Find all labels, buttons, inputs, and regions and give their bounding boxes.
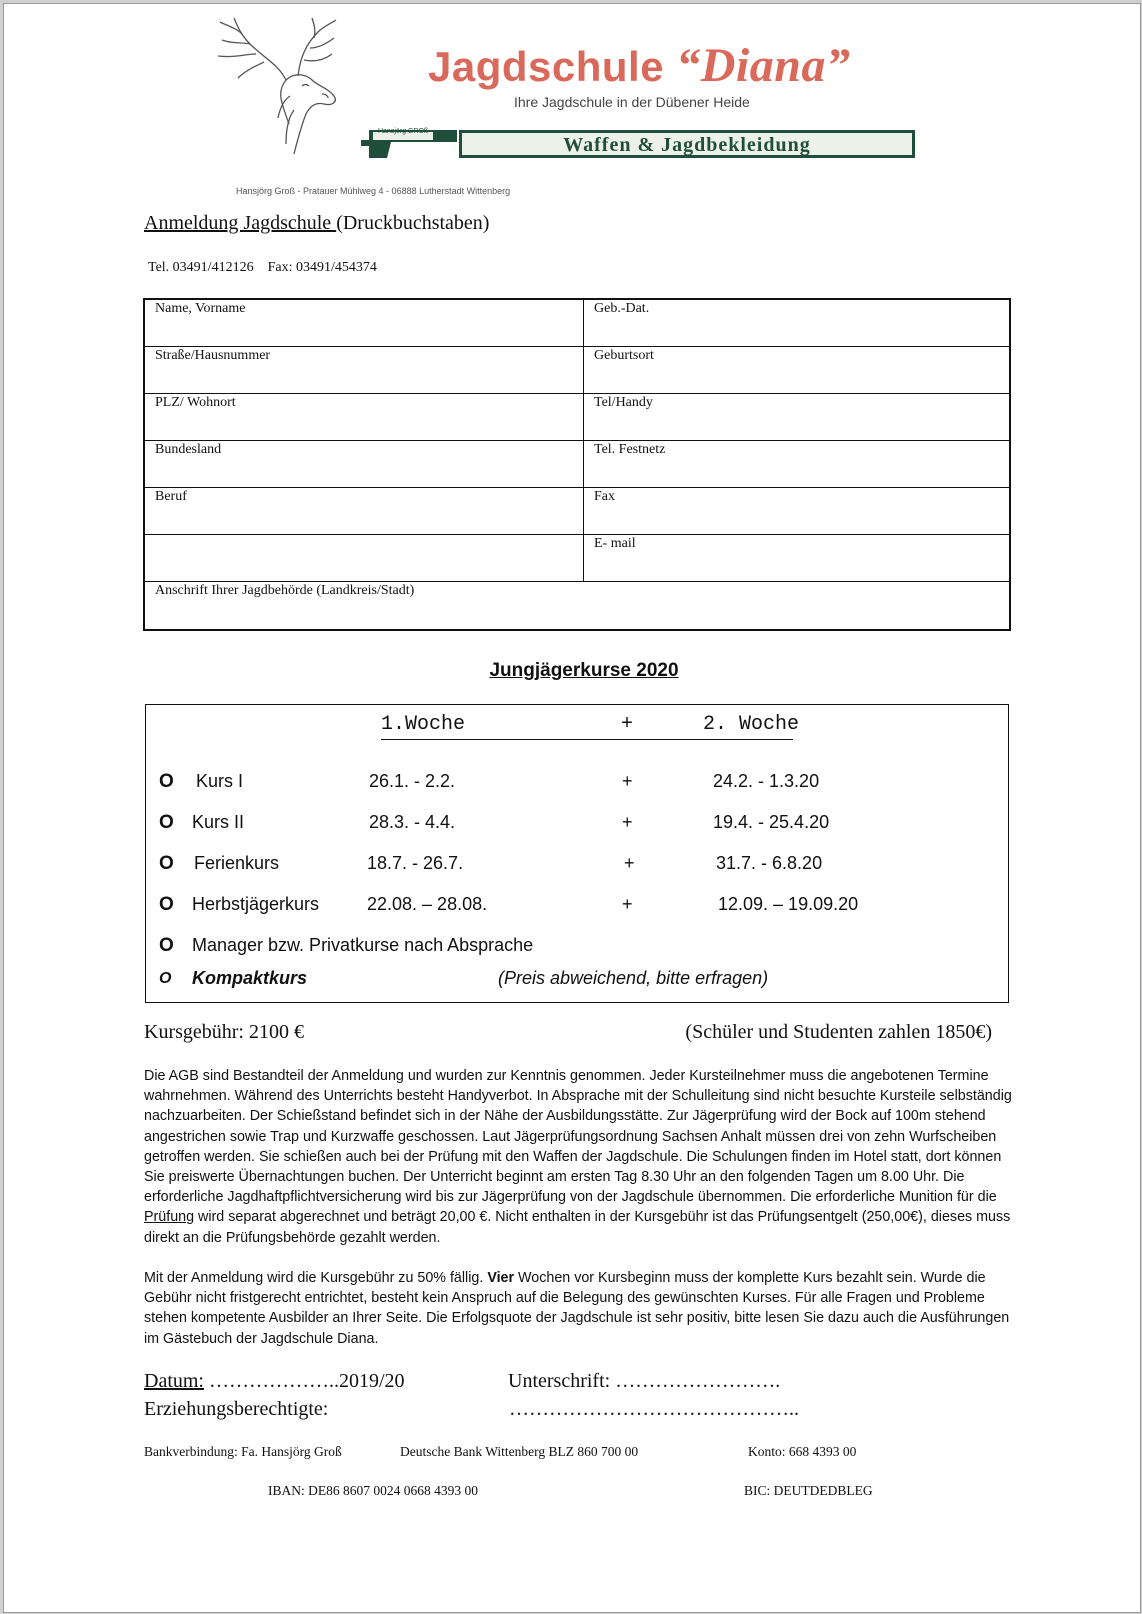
field-mobile[interactable]: Tel/Handy <box>594 395 653 410</box>
terms-paragraph-1 <box>144 1066 1014 1248</box>
table-row <box>145 488 1009 535</box>
bank-name: Deutsche Bank Wittenberg BLZ 860 700 00 <box>400 1444 639 1459</box>
guardian-label: Erziehungsberechtigte: <box>144 1398 329 1420</box>
course-week1: 28.3. - 4.4. <box>369 812 456 832</box>
field-street[interactable]: Straße/Hausnummer <box>145 347 584 393</box>
terms-bold: Vier <box>487 1270 515 1286</box>
datum-line[interactable] <box>144 1370 405 1393</box>
course-plus: + <box>622 812 633 832</box>
banner <box>459 130 915 158</box>
course-name: Kompaktkurs <box>192 968 308 988</box>
course-plus: + <box>622 771 633 791</box>
field-birthplace[interactable]: Geburtsort <box>594 348 654 363</box>
document-page <box>3 3 1141 1613</box>
course-name: Herbstjägerkurs <box>192 894 320 914</box>
course-name: Ferienkurs <box>194 853 280 873</box>
terms-link[interactable]: Prüfung <box>144 1209 195 1226</box>
checkbox-marker[interactable]: O <box>159 970 172 987</box>
course-week2: 31.7. - 6.8.20 <box>716 853 823 873</box>
checkbox-marker[interactable]: O <box>159 812 174 833</box>
terms-text: Wochen vor Kursbeginn muss der komplette Kurs bezahlt sein. Wurde die Gebühr nicht fristgerecht entrichtet, besteht kein Anspruch auf die Belegung des gewünschten Kurses. Für alle Fragen und Probleme stehen kompetente Ausbilder an Ihrer Seite. Die Erfolgsquote der Jagdschule ist sehr positiv, bitte lesen Sie dazu auch die Ausführungen im Gästebuch der Jagdschule Diana. <box>144 1270 1010 1347</box>
guardian-signature-line[interactable]: …………………………………….. <box>509 1398 799 1420</box>
field-fax[interactable]: Fax <box>594 489 615 504</box>
banner-text: Waffen & Jagdbekleidung <box>563 134 811 156</box>
terms-text: Mit der Anmeldung wird die Kursgebühr zu 50% fällig. <box>144 1270 488 1286</box>
field-name[interactable]: Name, Vorname <box>145 300 584 346</box>
course-note: (Preis abweichend, bitte erfragen) <box>498 968 769 988</box>
week2-label: 2. Woche <box>703 713 800 736</box>
logo-title <box>428 38 850 93</box>
field-landline[interactable]: Tel. Festnetz <box>594 442 666 457</box>
contact-line: Tel. 03491/412126 Fax: 03491/454374 <box>148 260 377 275</box>
logo-title-prefix: Jagdschule <box>428 43 677 90</box>
datum-label: Datum: <box>144 1370 204 1392</box>
fee-note: (Schüler und Studenten zahlen 1850€) <box>685 1021 992 1043</box>
course-name: Manager bzw. Privatkurse nach Absprache <box>192 935 534 955</box>
weeks-header <box>381 713 800 740</box>
datum-value: ………………..2019/20 <box>204 1370 405 1392</box>
fee-label: Kursgebühr: 2100 € <box>144 1021 304 1043</box>
course-name: Kurs II <box>192 812 245 832</box>
table-row <box>145 582 1009 629</box>
table-row <box>145 394 1009 441</box>
course-week2: 24.2. - 1.3.20 <box>713 771 820 791</box>
checkbox-marker[interactable]: O <box>159 771 174 792</box>
form-title <box>144 212 489 235</box>
course-week1: 18.7. - 26.7. <box>367 853 464 873</box>
gun-label: Hansjörg GROß <box>378 128 429 135</box>
table-row <box>145 441 1009 488</box>
courses-title: Jungjägerkurse 2020 <box>489 660 679 681</box>
field-empty[interactable] <box>145 535 584 581</box>
form-title-note: (Druckbuchstaben) <box>336 212 490 234</box>
field-state[interactable]: Bundesland <box>145 441 584 487</box>
table-row <box>145 347 1009 394</box>
stag-head-logo <box>194 14 364 159</box>
terms-paragraph-2 <box>144 1268 1014 1349</box>
signature-line[interactable]: Unterschrift: ……………………. <box>508 1370 781 1392</box>
field-authority[interactable]: Anschrift Ihrer Jagdbehörde (Landkreis/Stadt) <box>155 583 415 598</box>
checkbox-marker[interactable]: O <box>159 853 174 874</box>
course-week1: 26.1. - 2.2. <box>369 771 456 791</box>
course-name: Kurs I <box>196 771 244 791</box>
checkbox-marker[interactable]: O <box>159 894 174 915</box>
bank-iban: IBAN: DE86 8607 0024 0668 4393 00 <box>268 1483 478 1498</box>
table-row <box>145 300 1009 347</box>
week1-label: 1.Woche <box>381 713 466 736</box>
field-birthdate[interactable]: Geb.-Dat. <box>594 301 650 316</box>
header-address: Hansjörg Groß - Pratauer Mühlweg 4 - 06888 Lutherstadt Wittenberg <box>236 186 511 196</box>
checkbox-marker[interactable]: O <box>159 935 174 956</box>
course-week2: 19.4. - 25.4.20 <box>713 812 830 832</box>
bank-account: Konto: 668 4393 00 <box>748 1444 857 1459</box>
bank-bic: BIC: DEUTDEDBLEG <box>744 1483 873 1498</box>
terms-text: wird separat abgerechnet und beträgt 20,00 €. Nicht enthalten in der Kursgebühr ist das Prüfungsentgelt (250,00€), dieses muss direkt an die Prüfungsbehörde gezahlt werden. <box>144 1209 1011 1246</box>
registration-table <box>143 298 1011 631</box>
course-plus: + <box>622 894 633 914</box>
logo-title-script: “Diana” <box>676 39 851 92</box>
course-plus: + <box>624 853 635 873</box>
course-week1: 22.08. – 28.08. <box>367 894 488 914</box>
logo-subtitle: Ihre Jagdschule in der Dübener Heide <box>514 94 750 110</box>
field-profession[interactable]: Beruf <box>145 488 584 534</box>
bank-label: Bankverbindung: Fa. Hansjörg Groß <box>144 1444 342 1459</box>
field-zip-city[interactable]: PLZ/ Wohnort <box>145 394 584 440</box>
table-row <box>145 535 1009 582</box>
course-week2: 12.09. – 19.09.20 <box>718 894 859 914</box>
courses-box <box>145 704 1009 1003</box>
field-email[interactable]: E- mail <box>594 536 636 551</box>
form-title-main: Anmeldung Jagdschule <box>144 212 337 234</box>
terms-text: Die AGB sind Bestandteil der Anmeldung und wurden zur Kenntnis genommen. Jeder Kursteilnehmer muss die angebotenen Termine wahrnehmen. Während des Unterrichts besteht Handyverbot. In Absprache mit der Schulleitung sind nicht besuchte Kursteile selbständig nachzuarbeiten. Der Schießstand befindet sich in der Nähe der Ausbildungsstätte. Zur Jägerprüfung wird der Bock auf 100m stehend angestrichen sowie Trap und Kurzwaffe geschossen. Laut Jägerprüfungsordnung Sachsen Anhalt müssen drei von zehn Wurfscheiben getroffen werden. Sie schießen auch bei der Prüfung mit den Waffen der Jagdschule. Die Schulungen finden im Hotel statt, dort können Sie preiswerte Übernachtungen buchen. Der Unterricht beginnt am ersten Tag 8.30 Uhr an den folgenden Tagen um 8.00 Uhr. Die erforderliche Jagdhaftpflichtversicherung wird bis zur Jägerprüfung von der Jagdschule übernommen. Die erforderliche Munition für die <box>144 1068 1012 1206</box>
weeks-plus: + <box>621 713 634 736</box>
